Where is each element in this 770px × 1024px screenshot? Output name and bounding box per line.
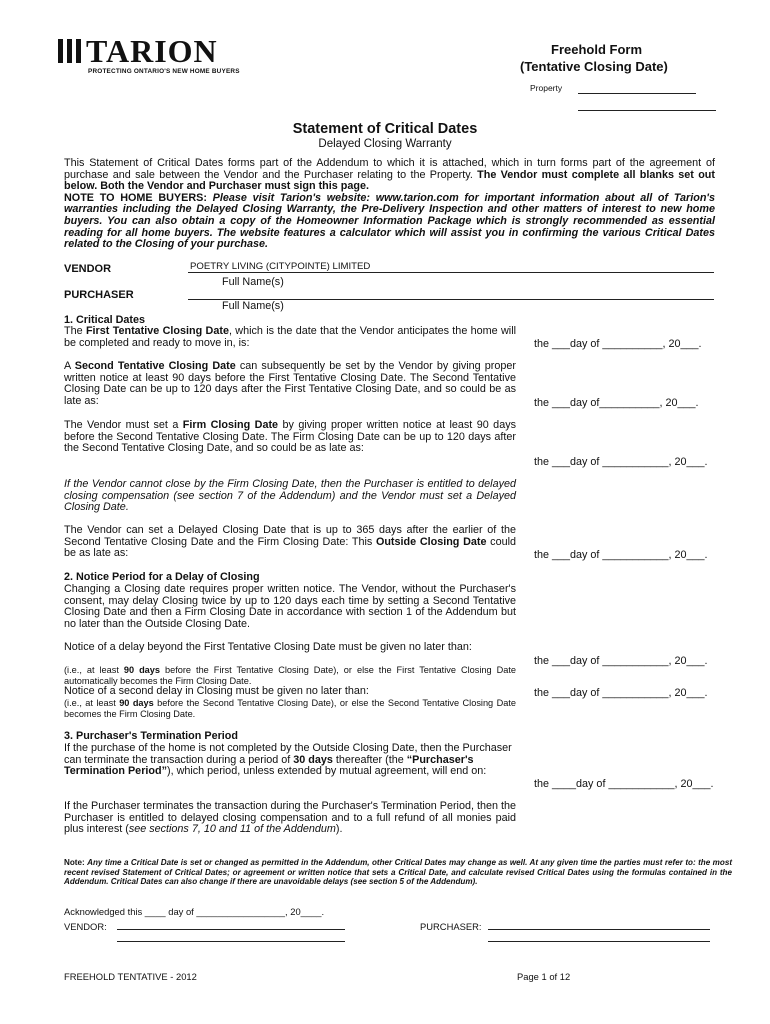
- termination-period-paragraph: [64, 743, 516, 778]
- text: by giving proper written notice at least 90 days before the Second Tentative Closing Date. The Firm Closing Date can be up to 120 days after the Second Tentative Closing Date, and so could be as late as:: [64, 419, 516, 455]
- section1-heading: 1. Critical Dates: [64, 314, 146, 326]
- tarion-tagline: PROTECTING ONTARIO'S NEW HOME BUYERS: [88, 68, 240, 75]
- second-tentative-date-blank[interactable]: the ___day of__________, 20___.: [534, 397, 699, 409]
- termination-end-date-blank[interactable]: the ____day of ___________, 20___.: [534, 778, 714, 790]
- footer-form-id: FREEHOLD TENTATIVE - 2012: [64, 971, 197, 982]
- text: before the Second Tentative Closing Date), or else the Second Tentative Closing Date becomes the Firm Closing Date.: [64, 698, 516, 719]
- refund-paragraph: [64, 801, 516, 836]
- intro-text: This Statement of Critical Dates forms part of the Addendum to which it is attached, which in turn forms part of the agreement of purchase and sale between the Vendor and the Purchaser relating to the Property.: [64, 157, 715, 181]
- text: ).: [335, 823, 343, 836]
- vendor-signature-label: VENDOR:: [64, 921, 107, 932]
- text: ), which period, unless extended by mutual agreement, will end on:: [166, 765, 487, 778]
- termination-period-term: “Purchaser's Termination Period”: [64, 753, 474, 778]
- vendor-name-line: [188, 272, 714, 273]
- thirty-days: 30 days: [293, 753, 333, 766]
- firm-closing-paragraph: [64, 420, 516, 455]
- vendor-signature-line-2[interactable]: [117, 941, 345, 942]
- note-label: Note:: [64, 858, 85, 867]
- first-tentative-date-blank[interactable]: the ___day of __________, 20___.: [534, 338, 702, 350]
- delayed-compensation-note: If the Vendor cannot close by the Firm Closing Date, then the Purchaser is entitled to delayed closing compensation (see section 7 of the Addendum) and the Vendor must set a Delayed Closing Date.: [64, 478, 516, 514]
- text: A: [64, 360, 75, 372]
- first-tentative-paragraph: [64, 326, 516, 349]
- text: , which is the date that the Vendor anticipates the home will be completed and ready to move in, is:: [64, 325, 517, 349]
- purchaser-fullname-caption: Full Name(s): [222, 300, 284, 312]
- text: before the First Tentative Closing Date), or else the First Tentative Closing Date automatically becomes the Firm Closing Date.: [64, 665, 516, 686]
- second-delay-notice-text: Notice of a second delay in Closing must be given no later than:: [64, 685, 369, 697]
- second-delay-notice-blank[interactable]: the ___day of ___________, 20___.: [534, 687, 708, 699]
- see-sections-reference: see sections 7, 10 and 11 of the Addendum: [128, 823, 336, 836]
- acknowledged-line[interactable]: Acknowledged this ____ day of _________________, 20____.: [64, 906, 325, 917]
- outside-closing-term: Outside Closing Date: [375, 535, 487, 548]
- second-tentative-term: Second Tentative Closing Date: [74, 360, 236, 372]
- page-title: Statement of Critical Dates: [292, 121, 478, 137]
- text: could be as late as:: [64, 535, 516, 560]
- outside-closing-paragraph: [64, 525, 516, 560]
- footer-page-number: Page 1 of 12: [517, 971, 571, 982]
- note-text: Any time a Critical Date is set or changed as permitted in the Addendum, other Critical Dates may change as well. At any given time the parties must refer to: the most recent revised Statement of Critical Dates; or agreement or written notice that sets a Critical Date, and calculate revised Critical Dates using the formulas contained in the Addendum. Critical Dates can also change if there are unavoidable delays (see section 5 of the Addendum).: [64, 858, 733, 887]
- text: The Vendor can set a Delayed Closing Date that is up to 365 days after the earlier of the Second Tentative Closing Date and the Firm Closing Date: This: [64, 524, 516, 548]
- second-delay-explainer: [64, 698, 516, 719]
- note-to-buyers-text: Please visit Tarion's website: www.tarion.com for important information about all of Tarion's warranties including the Delayed Closing Warranty, the Pre-Delivery Inspection and other matters of interest to new home buyers. You can also obtain a copy of the Homeowner Information Package which is strongly recommended as essential reading for all home buyers. The website features a calculator which will assist you in confirming the various Critical Dates related to the Closing of your purchase.: [64, 191, 715, 251]
- first-tentative-term: First Tentative Closing Date: [85, 325, 229, 337]
- form-title: Freehold Form: [551, 42, 643, 57]
- text: thereafter (the: [332, 753, 407, 766]
- vendor-label: VENDOR: [64, 263, 112, 275]
- section3-heading: 3. Purchaser's Termination Period: [64, 730, 238, 742]
- tarion-logo-mark: [58, 39, 82, 63]
- outside-closing-date-blank[interactable]: the ___day of ___________, 20___.: [534, 549, 708, 561]
- text: If the Purchaser terminates the transaction during the Purchaser's Termination Period, then the Purchaser is entitled to delayed closing compensation and to a full refund of all monies paid plus interest (: [64, 800, 516, 836]
- property-field-line-2[interactable]: [578, 110, 716, 111]
- text: The Vendor must set a: [64, 419, 183, 431]
- first-delay-notice-text: Notice of a delay beyond the First Tentative Closing Date must be given no later than:: [64, 641, 472, 653]
- purchaser-label: PURCHASER: [64, 289, 134, 301]
- section2-heading: 2. Notice Period for a Delay of Closing: [64, 571, 260, 583]
- property-field-line-1[interactable]: [578, 93, 696, 94]
- text: If the purchase of the home is not completed by the Outside Closing Date, then the Purchaser can terminate the transaction during a period of: [64, 742, 512, 766]
- text: (i.e., at least: [64, 698, 120, 708]
- tarion-logo-text: TARION: [86, 33, 218, 69]
- vendor-fullname-caption: Full Name(s): [222, 276, 284, 288]
- first-delay-explainer: [64, 665, 516, 686]
- firm-closing-term: Firm Closing Date: [182, 419, 279, 431]
- second-tentative-paragraph: [64, 361, 516, 407]
- vendor-signature-line-1[interactable]: [117, 929, 345, 930]
- page-subtitle: Delayed Closing Warranty: [318, 138, 452, 150]
- firm-closing-date-blank[interactable]: the ___day of ___________, 20___.: [534, 456, 708, 468]
- critical-dates-note: [64, 858, 732, 887]
- text: can subsequently be set by the Vendor by giving proper written notice at least 90 days before the First Tentative Closing Date. The Second Tentative Closing Date can be up to 120 days after the First Tentative Closing Date, and so could be as late as:: [64, 360, 516, 407]
- notice-period-paragraph: Changing a Closing date requires proper written notice. The Vendor, without the Purchaser's consent, may delay Closing twice by up to 120 days each time by setting a Second Tentative Closing Date and then a Firm Closing Date in accordance with section 1 of the Addendum but no later than the Outside Closing Date.: [64, 583, 516, 630]
- note-to-buyers-label: NOTE TO HOME BUYERS:: [64, 191, 207, 204]
- text: (i.e., at least: [64, 665, 124, 675]
- first-delay-notice-blank[interactable]: the ___day of ___________, 20___.: [534, 655, 708, 667]
- ninety-days: 90 days: [123, 665, 161, 675]
- purchaser-signature-line-1[interactable]: [488, 929, 710, 930]
- ninety-days: 90 days: [119, 698, 154, 708]
- intro-instruction: The Vendor must complete all blanks set out below. Both the Vendor and Purchaser must sign this page.: [64, 168, 715, 193]
- intro-paragraph: [64, 158, 715, 251]
- purchaser-signature-line-2[interactable]: [488, 941, 710, 942]
- property-label: Property: [530, 83, 563, 93]
- vendor-name-value[interactable]: POETRY LIVING (CITYPOINTE) LIMITED: [190, 261, 371, 272]
- text: The: [64, 325, 86, 337]
- purchaser-signature-label: PURCHASER:: [420, 921, 482, 932]
- form-subtitle: (Tentative Closing Date): [520, 59, 668, 74]
